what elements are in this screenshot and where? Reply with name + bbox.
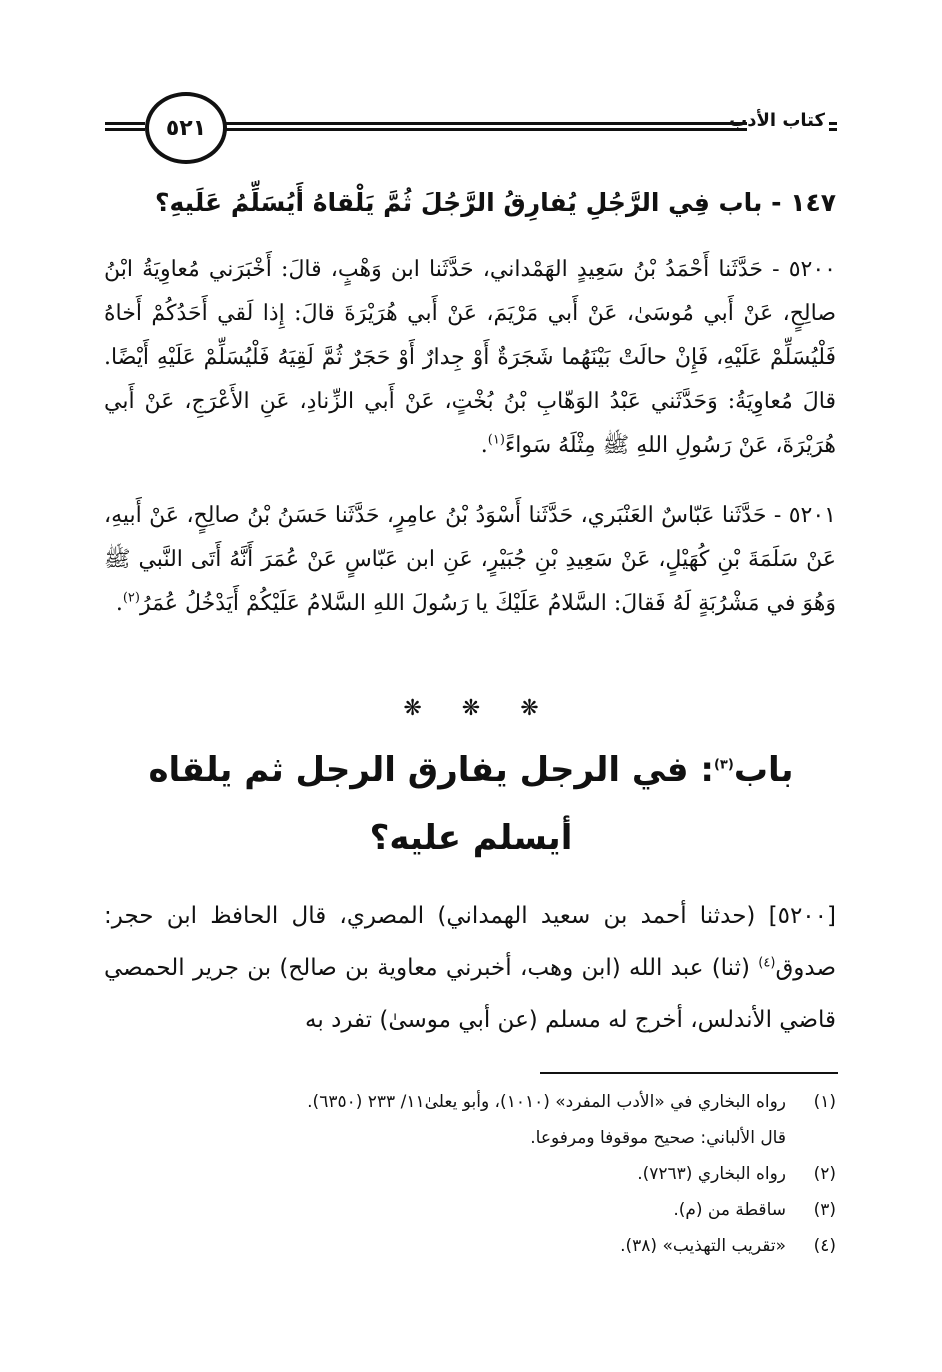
hadith-end: . <box>115 591 123 616</box>
header-rule <box>223 128 747 131</box>
footnote-text: رواه البخاري في «الأدب المفرد» (١٠١٠)، وأبو يعلىٰ١١/ ٢٣٣ (٦٣٥٠). <box>307 1092 786 1112</box>
footnote-number: (١) <box>813 1092 836 1112</box>
header-rule <box>223 122 747 125</box>
hadith-text: ٥٢٠٠ - حَدَّثَنا أَحْمَدُ بْنُ سَعِيدٍ الهَمْداني، حَدَّثَنا ابن وَهْبٍ، قالَ: أَخْبَرَني مُعاوِيَةُ ابْنُ صالِحٍ، عَنْ أَبي مُوسَىٰ، عَنْ أَبي مَرْيَمَ، عَنْ أَبي هُرَيْرَةَ قالَ: إِذا لَقي أَحَدُكُمْ أَخاهُ فَلْيُسَلِّمْ عَلَيْهِ، فَإِنْ حالَتْ بَيْنَهُما شَجَرَةٌ أَوْ جِدارٌ أَوْ حَجَرٌ ثُمَّ لَقِيَهُ فَلْيُسَلِّمْ عَلَيْهِ أَيْضًا. قالَ مُعاوِيَةُ: وَحَدَّثَني عَبْدُ الوَهّابِ بْنُ بُخْتٍ، عَنْ أَبي الزِّنادِ، عَنِ الأَعْرَجِ، عَنْ أَبي هُرَيْرَةَ، عَنْ رَسُولِ اللهِ ﷺ مِثْلَهُ سَواءً <box>104 257 836 458</box>
commentary-text: [٥٢٠٠] (حدثنا أحمد بن سعيد الهمداني) المصري، قال الحافظ ابن حجر: صدوق <box>104 903 836 981</box>
footnote-text: قال الألباني: صحيح موقوفا ومرفوعا. <box>530 1128 786 1148</box>
footnote-number: (٢) <box>813 1164 836 1184</box>
header-rule <box>105 122 145 125</box>
footnote <box>116 1192 836 1228</box>
commentary-title-word: باب <box>733 750 794 790</box>
footnotes <box>116 1084 836 1264</box>
footnote-ref: (٤) <box>758 955 776 971</box>
footnote-number: (٣) <box>813 1200 836 1220</box>
hadith-text: ٥٢٠١ - حَدَّثَنا عَبّاسٌ العَنْبَري، حَدَّثَنا أَسْوَدُ بْنُ عامِرٍ، حَدَّثَنا حَسَنُ بْنُ صالِحٍ، عَنْ أَبيهِ، عَنْ سَلَمَةَ بْنِ كُهَيْلٍ، عَنْ سَعِيدِ بْنِ جُبَيْرٍ، عَنِ ابن عَبّاسٍ عَنْ عُمَرَ أَنَّهُ أَتَى النَّبي ﷺ وَهُوَ في مَشْرُبَةٍ لَهُ فَقالَ: السَّلامُ عَلَيْكَ يا رَسُولَ اللهِ السَّلامُ عَلَيْكُمْ أَيَدْخُلُ عُمَرُ <box>104 503 836 616</box>
asterism-icon: ❋ <box>461 696 481 721</box>
footnote-text: «تقريب التهذيب» (٣٨). <box>620 1236 786 1256</box>
hadith-end: . <box>480 433 488 458</box>
footnote <box>116 1156 836 1192</box>
footnote-divider <box>540 1072 838 1074</box>
footnote-text: رواه البخاري (٧٢٦٣). <box>637 1164 786 1184</box>
hadith-paragraph <box>104 494 836 626</box>
footnote-ref: (٢) <box>122 590 140 606</box>
footnote <box>116 1120 836 1156</box>
asterism-icon: ❋ <box>403 696 422 721</box>
commentary-title-rest: : في الرجل يفارق الرجل ثم يلقاه <box>148 750 714 790</box>
footnote <box>116 1228 836 1264</box>
commentary-title <box>0 750 942 790</box>
page-number: ٥٢١ <box>145 92 227 164</box>
section-separator <box>0 696 942 721</box>
header-rule <box>829 128 837 131</box>
footnote-text: ساقطة من (م). <box>673 1200 786 1220</box>
chapter-title: ١٤٧ - باب فِي الرَّجُلِ يُفارِقُ الرَّجُلَ ثُمَّ يَلْقاهُ أَيُسَلِّمُ عَلَيهِ؟ <box>154 188 836 217</box>
header-rule <box>105 128 145 131</box>
hadith-paragraph <box>104 248 836 468</box>
commentary-paragraph <box>104 890 836 1046</box>
header-rule <box>829 122 837 125</box>
running-header <box>105 92 837 172</box>
footnote <box>116 1084 836 1120</box>
footnote-ref: (٣) <box>713 757 734 773</box>
book-title: كتاب الأدب <box>729 110 825 131</box>
footnote-ref: (١) <box>487 432 505 448</box>
commentary-text: (ثنا) عبد الله (ابن وهب، أخبرني معاوية بن صالح) بن جرير الحمصي قاضي الأندلس، أخرج له مسلم (عن أبي موسىٰ) تفرد به <box>104 955 836 1033</box>
commentary-title-line-2: أيسلم عليه؟ <box>369 818 573 858</box>
footnote-number: (٤) <box>813 1236 836 1256</box>
asterism-icon: ❋ <box>520 696 539 721</box>
